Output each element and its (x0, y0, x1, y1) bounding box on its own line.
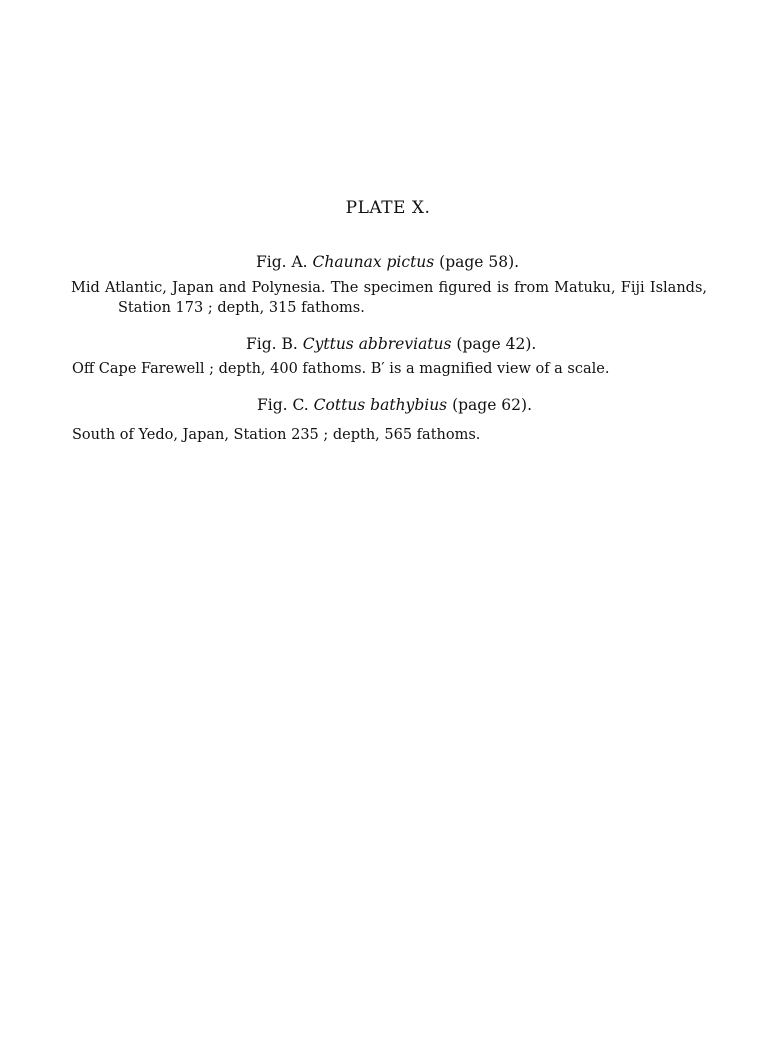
plate-title: PLATE X. (345, 198, 431, 218)
figure-a-description-line-1: Mid Atlantic, Japan and Polynesia. The specimen figured is from Matuku, Fiji Islands, (71, 280, 707, 296)
figure-a-species: Chaunax pictus (312, 253, 435, 271)
figure-a-description-line-2: Station 173 ; depth, 315 fathoms. (118, 300, 365, 316)
figure-a-caption (256, 255, 519, 271)
figure-c-label: Fig. C. (257, 396, 309, 414)
figure-b-page-ref: (page 42). (456, 335, 537, 353)
figure-a-label: Fig. A. (256, 253, 308, 271)
figure-c-page-ref: (page 62). (452, 396, 533, 414)
figure-b-caption (246, 337, 536, 353)
figure-b-label: Fig. B. (246, 335, 298, 353)
figure-a-page-ref: (page 58). (439, 253, 520, 271)
figure-b-species: Cyttus abbreviatus (302, 335, 452, 353)
figure-c-caption (257, 398, 532, 414)
figure-c-species: Cottus bathybius (313, 396, 448, 414)
figure-b-description-line-1: Off Cape Farewell ; depth, 400 fathoms. B′ is a magnified view of a scale. (72, 361, 610, 377)
figure-c-description-line-1: South of Yedo, Japan, Station 235 ; depth, 565 fathoms. (72, 427, 481, 443)
